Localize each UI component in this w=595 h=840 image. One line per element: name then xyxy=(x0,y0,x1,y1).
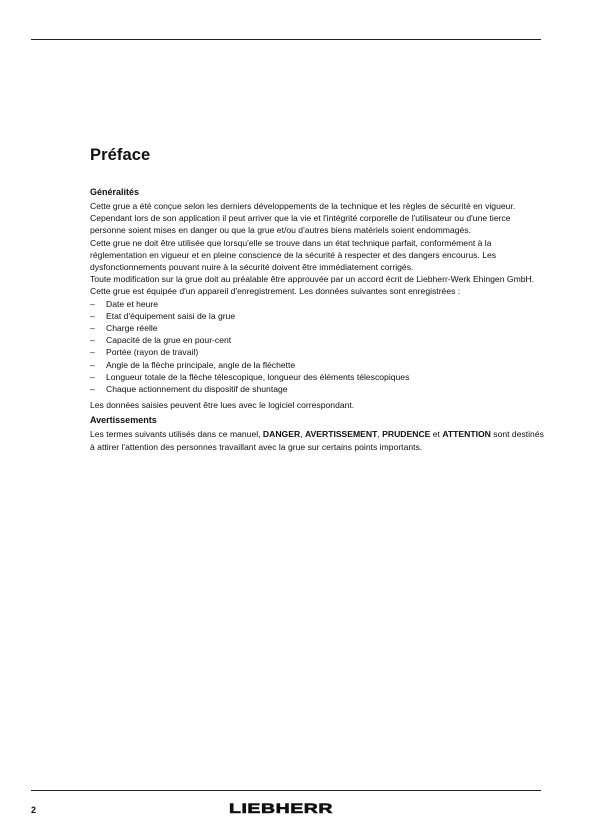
section-title-warnings: Avertissements xyxy=(90,415,157,426)
list-dash: – xyxy=(90,310,95,321)
list-dash: – xyxy=(90,323,95,334)
list-item: – Portée (rayon de travail) xyxy=(90,347,199,358)
list-item: – Charge réelle xyxy=(90,323,158,334)
list-dash: – xyxy=(90,347,95,358)
paragraph-design: Cette grue a été conçue selon les derniers développements de la technique et les règles de sécurité en vigueur. Cependant lors de son application il peut arriver que la vie et l'intégrité corporelle de l'utilisateur ou d'une tierce personne soient mises en danger ou que la grue et/ou d'autres biens matériels soient endommagés. xyxy=(90,201,516,236)
list-item: – Angle de la flèche principale, angle de la fléchette xyxy=(90,359,296,370)
list-item: – Chaque actionnement du dispositif de shuntage xyxy=(90,384,288,395)
list-dash: – xyxy=(90,335,95,346)
header-rule xyxy=(31,39,541,40)
list-dash: – xyxy=(90,359,95,370)
paragraph-warning-terms: Les termes suivants utilisés dans ce manuel, DANGER, AVERTISSEMENT, PRUDENCE et ATTENTION sont destinés à attirer l'attention des personnes travaillant avec la grue sur certains points importants. xyxy=(90,429,544,452)
list-dash: – xyxy=(90,384,95,395)
page-title: Préface xyxy=(90,146,151,164)
list-dash: – xyxy=(90,298,95,309)
paragraph-modification: Toute modification sur la grue doit au préalable être approuvée par un accord écrit de Liebherr-Werk Ehingen GmbH. xyxy=(90,274,535,285)
section-title-general: Généralités xyxy=(90,187,140,197)
term-prudence: PRUDENCE xyxy=(382,429,431,440)
section-warnings xyxy=(90,415,545,452)
list-item: – Etat d'équipement saisi de la grue xyxy=(90,310,236,321)
page-number: 2 xyxy=(31,805,37,815)
paragraph-software: Les données saisies peuvent être lues avec le logiciel correspondant. xyxy=(90,400,355,411)
page-content xyxy=(90,146,545,453)
list-dash: – xyxy=(90,371,95,382)
recorded-data-list xyxy=(90,298,545,396)
section-general xyxy=(90,187,545,411)
list-item: – Date et heure xyxy=(90,298,159,309)
paragraph-usage: Cette grue ne doit être utilisée que lorsqu'elle se trouve dans un état technique parfait, conformément à la réglementation en vigueur et en pleine conscience de la sécurité à respecter et des dangers encourus. Les dysfonctionnements pouvant nuire à la sécurité doivent être immédiatement corrigés. xyxy=(90,237,497,273)
term-avertissement: AVERTISSEMENT xyxy=(304,429,378,440)
list-item: – Longueur totale de la flèche télescopique, longueur des éléments télescopiques xyxy=(90,371,410,382)
list-item: – Capacité de la grue en pour-cent xyxy=(90,335,232,346)
term-danger: DANGER xyxy=(262,429,301,440)
paragraph-recorder: Cette grue est équipée d'un appareil d'enregistrement. Les données suivantes sont enregistrées : xyxy=(90,286,461,297)
liebherr-logo xyxy=(228,800,334,816)
term-attention: ATTENTION xyxy=(442,429,491,440)
logo-text: LIEBHERR xyxy=(229,800,333,816)
footer-rule xyxy=(31,790,541,791)
